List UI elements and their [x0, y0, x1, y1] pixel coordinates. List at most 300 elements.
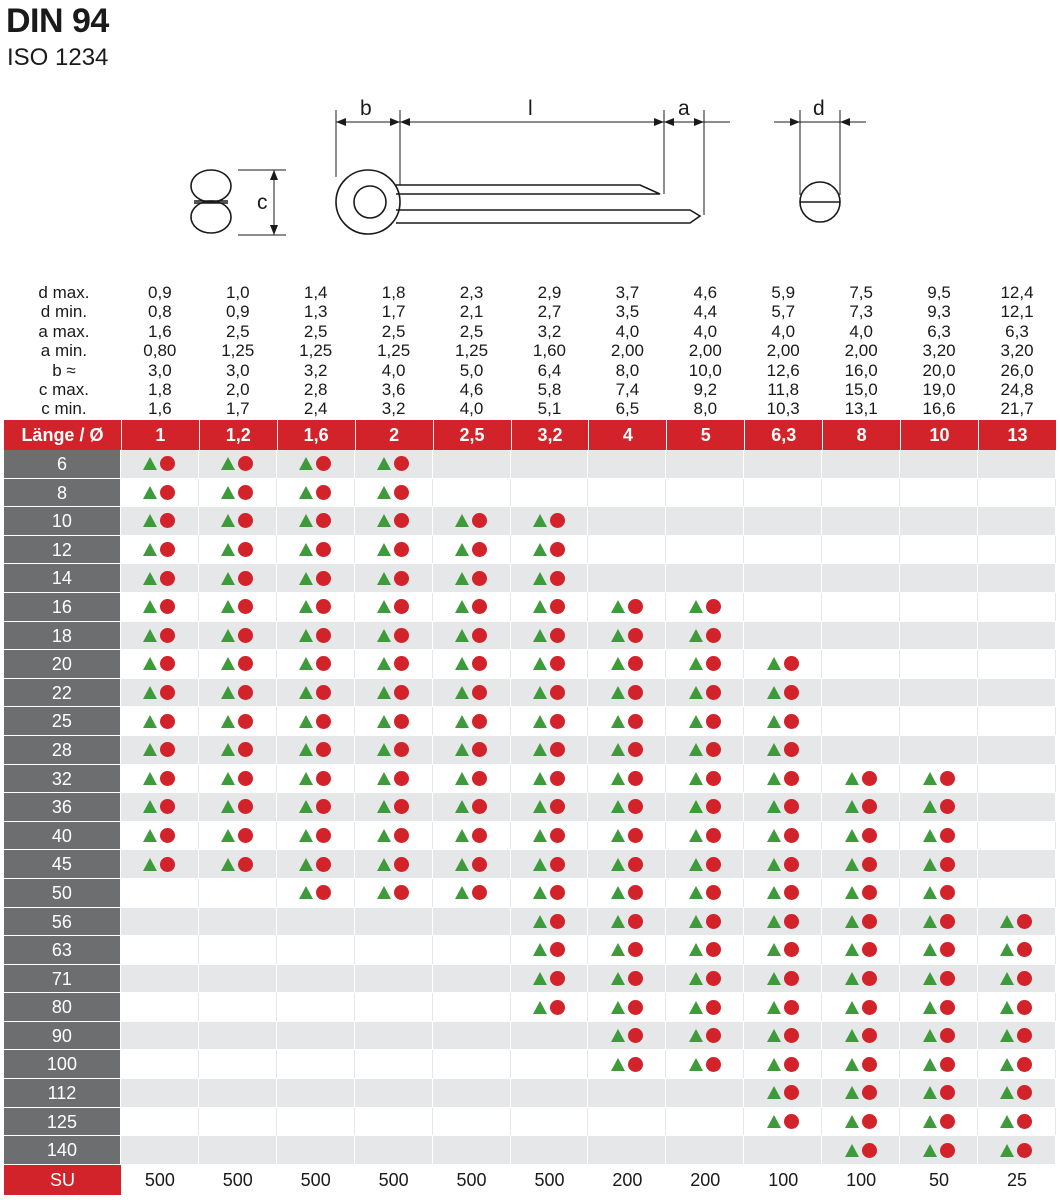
availability-cell: [978, 1050, 1056, 1078]
availability-symbols: [533, 771, 565, 786]
green-triangle-icon: [221, 629, 235, 642]
red-circle-icon: [706, 628, 721, 643]
availability-cell: [900, 936, 978, 964]
dimension-row: [4, 361, 1056, 380]
green-triangle-icon: [533, 743, 547, 756]
availability-symbols: [923, 1114, 955, 1129]
dimension-table: [4, 283, 1056, 419]
red-circle-icon: [628, 742, 643, 757]
dimension-value: 6,3: [1005, 321, 1029, 341]
red-circle-icon: [784, 771, 799, 786]
availability-cell: [822, 479, 900, 507]
dimension-value: 1,25: [299, 341, 333, 361]
dimension-value: 1,7: [381, 302, 406, 322]
availability-cell: [433, 707, 511, 735]
su-value: 500: [378, 1169, 409, 1190]
availability-cell: [744, 1022, 822, 1050]
dimension-value: 3,2: [303, 360, 328, 380]
availability-cell: [822, 993, 900, 1021]
red-circle-icon: [706, 914, 721, 929]
availability-cell: [199, 622, 277, 650]
availability-cell: [744, 479, 822, 507]
availability-cell: [588, 622, 666, 650]
availability-cell: [355, 850, 433, 878]
green-triangle-icon: [767, 715, 781, 728]
green-triangle-icon: [767, 886, 781, 899]
red-circle-icon: [628, 685, 643, 700]
green-triangle-icon: [611, 600, 625, 613]
availability-cell: [121, 564, 199, 592]
green-triangle-icon: [689, 715, 703, 728]
availability-cell: [978, 850, 1056, 878]
su-value: 100: [846, 1169, 877, 1190]
availability-cell: [978, 993, 1056, 1021]
availability-symbols: [845, 857, 877, 872]
red-circle-icon: [784, 656, 799, 671]
green-triangle-icon: [143, 657, 157, 670]
availability-symbols: [1000, 1085, 1032, 1100]
availability-symbols: [767, 742, 799, 757]
dimension-label: b ≈: [52, 360, 76, 380]
availability-cell: [511, 993, 589, 1021]
red-circle-icon: [160, 571, 175, 586]
red-circle-icon: [316, 485, 331, 500]
green-triangle-icon: [455, 829, 469, 842]
dimension-value: 8,0: [615, 360, 640, 380]
red-circle-icon: [628, 942, 643, 957]
red-circle-icon: [706, 599, 721, 614]
availability-cell: [355, 765, 433, 793]
red-circle-icon: [316, 599, 331, 614]
green-triangle-icon: [1000, 1029, 1014, 1042]
red-circle-icon: [784, 799, 799, 814]
availability-cell: [822, 908, 900, 936]
availability-symbols: [377, 513, 409, 528]
availability-cell: [121, 765, 199, 793]
label-a: a: [678, 97, 690, 120]
red-circle-icon: [1017, 1114, 1032, 1129]
availability-cell: [433, 993, 511, 1021]
availability-cell: [900, 450, 978, 478]
table-row: [4, 507, 1056, 536]
availability-symbols: [377, 828, 409, 843]
availability-symbols: [689, 1000, 721, 1015]
availability-cell: [277, 1022, 355, 1050]
availability-cell: [900, 736, 978, 764]
availability-cell: [355, 936, 433, 964]
su-value: 200: [690, 1169, 721, 1190]
su-value: 500: [300, 1169, 331, 1190]
red-circle-icon: [316, 742, 331, 757]
availability-cell: [199, 564, 277, 592]
su-value: 500: [144, 1169, 175, 1190]
green-triangle-icon: [455, 800, 469, 813]
availability-cell: [277, 822, 355, 850]
availability-cell: [277, 564, 355, 592]
availability-cell: [355, 593, 433, 621]
dimension-value: 1,25: [221, 341, 255, 361]
red-circle-icon: [316, 771, 331, 786]
availability-symbols: [533, 942, 565, 957]
green-triangle-icon: [143, 629, 157, 642]
availability-cell: [666, 536, 744, 564]
green-triangle-icon: [923, 972, 937, 985]
dimension-value: 3,2: [537, 321, 562, 341]
availability-cell: [588, 965, 666, 993]
green-triangle-icon: [845, 1029, 859, 1042]
dimension-value: 2,8: [303, 379, 328, 399]
availability-cell: [900, 536, 978, 564]
red-circle-icon: [1017, 1057, 1032, 1072]
availability-cell: [978, 1108, 1056, 1136]
availability-cell: [199, 593, 277, 621]
dimension-value: 4,0: [693, 321, 718, 341]
availability-cell: [433, 965, 511, 993]
green-triangle-icon: [455, 715, 469, 728]
availability-cell: [900, 507, 978, 535]
green-triangle-icon: [845, 829, 859, 842]
red-circle-icon: [238, 799, 253, 814]
availability-symbols: [221, 742, 253, 757]
availability-symbols: [689, 742, 721, 757]
red-circle-icon: [706, 857, 721, 872]
dimension-value: 12,1: [1000, 302, 1034, 322]
availability-cell: [822, 936, 900, 964]
red-circle-icon: [706, 656, 721, 671]
availability-cell: [900, 765, 978, 793]
availability-symbols: [299, 857, 331, 872]
availability-cell: [666, 564, 744, 592]
availability-cell: [199, 1108, 277, 1136]
red-circle-icon: [784, 885, 799, 900]
green-triangle-icon: [611, 943, 625, 956]
availability-symbols: [767, 857, 799, 872]
red-circle-icon: [628, 1000, 643, 1015]
green-triangle-icon: [689, 829, 703, 842]
availability-cell: [121, 479, 199, 507]
red-circle-icon: [862, 1000, 877, 1015]
dimension-value: 1,6: [148, 321, 172, 341]
availability-cell: [666, 707, 744, 735]
availability-cell: [978, 536, 1056, 564]
availability-cell: [900, 850, 978, 878]
availability-cell: [433, 1022, 511, 1050]
length-label: 71: [4, 965, 121, 993]
availability-symbols: [767, 656, 799, 671]
green-triangle-icon: [533, 1001, 547, 1014]
availability-cell: [121, 850, 199, 878]
availability-cell: [199, 479, 277, 507]
green-triangle-icon: [767, 772, 781, 785]
green-triangle-icon: [767, 829, 781, 842]
green-triangle-icon: [845, 800, 859, 813]
availability-cell: [588, 707, 666, 735]
availability-cell: [978, 765, 1056, 793]
green-triangle-icon: [377, 829, 391, 842]
green-triangle-icon: [533, 543, 547, 556]
availability-cell: [744, 679, 822, 707]
green-triangle-icon: [1000, 1086, 1014, 1099]
availability-symbols: [299, 513, 331, 528]
availability-cell: [900, 479, 978, 507]
availability-cell: [277, 908, 355, 936]
availability-cell: [355, 650, 433, 678]
su-value: 25: [1006, 1169, 1027, 1190]
dimension-value: 5,1: [537, 399, 562, 419]
green-triangle-icon: [221, 572, 235, 585]
availability-cell: [822, 536, 900, 564]
red-circle-icon: [238, 485, 253, 500]
availability-cell: [666, 850, 744, 878]
availability-symbols: [143, 685, 175, 700]
red-circle-icon: [784, 914, 799, 929]
availability-symbols: [923, 1028, 955, 1043]
dimension-value: 3,0: [148, 360, 172, 380]
availability-cell: [978, 622, 1056, 650]
length-label: 28: [4, 736, 121, 764]
dimension-value: 3,5: [615, 302, 640, 322]
green-triangle-icon: [377, 772, 391, 785]
availability-cell: [433, 536, 511, 564]
length-diameter-table: [4, 420, 1056, 1195]
length-label: 8: [4, 479, 121, 507]
green-triangle-icon: [455, 629, 469, 642]
green-triangle-icon: [299, 543, 313, 556]
green-triangle-icon: [767, 1115, 781, 1128]
red-circle-icon: [394, 456, 409, 471]
availability-cell: [666, 879, 744, 907]
dimension-value: 2,7: [537, 302, 562, 322]
availability-cell: [588, 736, 666, 764]
red-circle-icon: [394, 714, 409, 729]
availability-cell: [121, 1108, 199, 1136]
green-triangle-icon: [299, 657, 313, 670]
availability-symbols: [845, 1114, 877, 1129]
length-label: 80: [4, 993, 121, 1021]
green-triangle-icon: [611, 686, 625, 699]
dimension-value: 4,6: [693, 283, 718, 302]
dimension-value: 0,9: [225, 302, 250, 322]
availability-symbols: [845, 1143, 877, 1158]
red-circle-icon: [160, 771, 175, 786]
dimension-value: 5,8: [537, 379, 562, 399]
green-triangle-icon: [767, 915, 781, 928]
availability-symbols: [611, 1028, 643, 1043]
availability-cell: [588, 793, 666, 821]
green-triangle-icon: [923, 943, 937, 956]
availability-symbols: [767, 914, 799, 929]
red-circle-icon: [706, 885, 721, 900]
red-circle-icon: [472, 599, 487, 614]
availability-cell: [744, 993, 822, 1021]
red-circle-icon: [628, 828, 643, 843]
availability-cell: [277, 879, 355, 907]
availability-cell: [666, 765, 744, 793]
green-triangle-icon: [377, 858, 391, 871]
dimension-value: 2,1: [459, 302, 484, 322]
availability-symbols: [533, 799, 565, 814]
green-triangle-icon: [377, 715, 391, 728]
availability-symbols: [611, 828, 643, 843]
availability-cell: [666, 1022, 744, 1050]
red-circle-icon: [862, 1114, 877, 1129]
availability-symbols: [299, 714, 331, 729]
availability-cell: [588, 908, 666, 936]
dimension-value: 10,3: [766, 399, 800, 419]
availability-cell: [355, 479, 433, 507]
red-circle-icon: [706, 971, 721, 986]
availability-cell: [978, 593, 1056, 621]
red-circle-icon: [472, 542, 487, 557]
availability-cell: [355, 965, 433, 993]
dimension-value: 5,7: [771, 302, 796, 322]
su-value: 500: [456, 1169, 487, 1190]
availability-cell: [588, 679, 666, 707]
availability-cell: [433, 908, 511, 936]
availability-symbols: [299, 828, 331, 843]
length-label: 12: [4, 536, 121, 564]
availability-symbols: [221, 456, 253, 471]
availability-cell: [822, 879, 900, 907]
availability-symbols: [455, 742, 487, 757]
green-triangle-icon: [923, 1029, 937, 1042]
page-title: DIN 94: [6, 2, 109, 40]
availability-symbols: [455, 628, 487, 643]
header-diameter: 13: [978, 420, 1056, 450]
availability-symbols: [767, 771, 799, 786]
green-triangle-icon: [611, 715, 625, 728]
availability-symbols: [767, 1085, 799, 1100]
availability-cell: [978, 908, 1056, 936]
availability-symbols: [299, 885, 331, 900]
dimension-value: 7,3: [849, 302, 873, 322]
dimension-value: 3,0: [225, 360, 250, 380]
page-subtitle: ISO 1234: [7, 44, 109, 71]
red-circle-icon: [160, 656, 175, 671]
availability-cell: [744, 536, 822, 564]
red-circle-icon: [862, 1057, 877, 1072]
availability-cell: [199, 908, 277, 936]
availability-cell: [433, 736, 511, 764]
availability-cell: [666, 1050, 744, 1078]
availability-symbols: [533, 971, 565, 986]
dimension-label: c max.: [38, 379, 89, 399]
green-triangle-icon: [533, 514, 547, 527]
availability-symbols: [143, 771, 175, 786]
availability-symbols: [611, 971, 643, 986]
table-row: [4, 936, 1056, 965]
red-circle-icon: [550, 513, 565, 528]
availability-symbols: [299, 799, 331, 814]
availability-cell: [433, 507, 511, 535]
availability-cell: [433, 822, 511, 850]
green-triangle-icon: [533, 600, 547, 613]
availability-cell: [433, 1108, 511, 1136]
red-circle-icon: [628, 799, 643, 814]
availability-symbols: [845, 971, 877, 986]
availability-symbols: [143, 714, 175, 729]
red-circle-icon: [238, 685, 253, 700]
availability-symbols: [611, 914, 643, 929]
red-circle-icon: [628, 857, 643, 872]
green-triangle-icon: [221, 715, 235, 728]
availability-cell: [744, 507, 822, 535]
availability-cell: [666, 479, 744, 507]
green-triangle-icon: [299, 572, 313, 585]
green-triangle-icon: [611, 829, 625, 842]
red-circle-icon: [394, 628, 409, 643]
availability-cell: [121, 936, 199, 964]
dimension-value: 12,6: [766, 360, 800, 380]
red-circle-icon: [940, 971, 955, 986]
availability-symbols: [689, 971, 721, 986]
availability-cell: [666, 1108, 744, 1136]
red-circle-icon: [550, 685, 565, 700]
green-triangle-icon: [1000, 1144, 1014, 1157]
availability-cell: [433, 593, 511, 621]
dimension-value: 3,20: [1000, 341, 1034, 361]
red-circle-icon: [238, 456, 253, 471]
label-d: d: [813, 97, 825, 120]
availability-cell: [511, 679, 589, 707]
table-row: [4, 908, 1056, 937]
availability-symbols: [299, 628, 331, 643]
red-circle-icon: [628, 714, 643, 729]
green-triangle-icon: [377, 743, 391, 756]
red-circle-icon: [706, 799, 721, 814]
availability-cell: [822, 593, 900, 621]
availability-symbols: [377, 771, 409, 786]
red-circle-icon: [160, 628, 175, 643]
availability-symbols: [1000, 971, 1032, 986]
availability-symbols: [143, 828, 175, 843]
availability-cell: [588, 564, 666, 592]
availability-cell: [900, 622, 978, 650]
availability-cell: [433, 1079, 511, 1107]
red-circle-icon: [238, 857, 253, 872]
length-label: 63: [4, 936, 121, 964]
availability-cell: [121, 593, 199, 621]
availability-cell: [277, 736, 355, 764]
availability-cell: [822, 736, 900, 764]
dimension-value: 0,80: [143, 341, 177, 361]
green-triangle-icon: [533, 657, 547, 670]
availability-symbols: [1000, 914, 1032, 929]
availability-symbols: [377, 656, 409, 671]
green-triangle-icon: [221, 457, 235, 470]
availability-cell: [744, 908, 822, 936]
length-label: 125: [4, 1108, 121, 1136]
length-label: 50: [4, 879, 121, 907]
availability-cell: [433, 564, 511, 592]
red-circle-icon: [628, 1028, 643, 1043]
green-triangle-icon: [143, 772, 157, 785]
dimension-row: [4, 399, 1056, 418]
availability-cell: [277, 793, 355, 821]
availability-symbols: [377, 799, 409, 814]
availability-cell: [199, 450, 277, 478]
availability-symbols: [221, 828, 253, 843]
availability-symbols: [689, 656, 721, 671]
availability-cell: [822, 1079, 900, 1107]
availability-cell: [822, 1022, 900, 1050]
availability-symbols: [689, 1028, 721, 1043]
availability-cell: [355, 908, 433, 936]
length-label: 112: [4, 1079, 121, 1107]
availability-symbols: [143, 513, 175, 528]
availability-cell: [978, 650, 1056, 678]
availability-cell: [121, 679, 199, 707]
